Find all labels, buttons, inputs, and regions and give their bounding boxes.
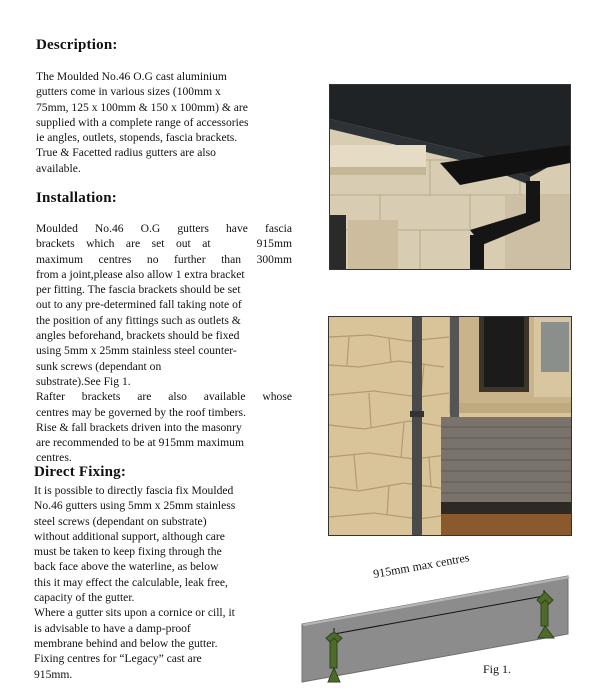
direct-fixing-text <box>34 483 296 682</box>
installation-line: substrate).See Fig 1. <box>36 374 131 388</box>
description-line: supplied with a complete range of accessories <box>36 115 249 129</box>
installation-line: are recommended to be at 915mm maximum <box>36 436 244 450</box>
downpipe-wall-illustration <box>329 317 571 535</box>
gutter-eaves-illustration <box>330 85 570 269</box>
installation-line: per fitting. The fascia brackets should be set <box>36 283 241 297</box>
gutter-eaves-photo <box>329 84 571 270</box>
installation-line: out to any pre-determined fall taking note of <box>36 298 242 312</box>
fascia-bracket-diagram <box>296 548 586 688</box>
direct-fixing-line: back face above the waterline, as below <box>34 560 219 574</box>
downpipe-wall-photo <box>328 316 572 536</box>
installation-line: angles beforehand, brackets should be fixed <box>36 329 240 343</box>
installation-text <box>36 221 292 466</box>
figure-caption: Fig 1. <box>483 662 512 676</box>
direct-fixing-line: No.46 gutters using 5mm x 25mm stainless <box>34 499 236 513</box>
dimension-label: 915mm max centres <box>372 550 471 581</box>
direct-fixing-line: 915mm. <box>34 667 73 681</box>
installation-heading: Installation: <box>36 190 117 206</box>
installation-line: Rafter brackets are also available whose <box>36 390 292 404</box>
direct-fixing-line: without additional support, although care <box>34 529 225 543</box>
description-line: 75mm, 125 x 100mm & 150 x 100mm) & are <box>36 100 248 114</box>
direct-fixing-line: Where a gutter sits upon a cornice or cill, it <box>34 606 235 620</box>
fascia-board <box>302 576 568 682</box>
direct-fixing-heading: Direct Fixing: <box>34 464 127 480</box>
direct-fixing-line: must be taken to keep fixing through the <box>34 545 222 559</box>
direct-fixing-line: this it may effect the calculable, leak free, <box>34 575 228 589</box>
installation-line: Rise & fall brackets driven into the masonry <box>36 420 242 434</box>
description-text <box>36 69 298 176</box>
description-line: The Moulded No.46 O.G cast aluminium <box>36 70 227 83</box>
direct-fixing-line: membrane behind and below the gutter. <box>34 636 218 650</box>
installation-line: brackets which are set out at 915mm <box>36 237 292 251</box>
direct-fixing-line: steel screws (dependant on substrate) <box>34 514 207 528</box>
installation-line: using 5mm x 25mm stainless steel counter- <box>36 344 237 358</box>
direct-fixing-line: Fixing centres for “Legacy” cast are <box>34 652 202 666</box>
installation-line: sunk screws (dependant on <box>36 359 162 373</box>
description-line: gutters come in various sizes (100mm x <box>36 85 221 99</box>
installation-line: Moulded No.46 O.G gutters have fascia <box>36 222 292 235</box>
description-line: ie angles, outlets, stopends, fascia brackets. <box>36 131 238 145</box>
direct-fixing-line: It is possible to directly fascia fix Moulded <box>34 484 234 497</box>
direct-fixing-line: capacity of the gutter. <box>34 591 135 605</box>
installation-line: maximum centres no further than 300mm <box>36 252 292 266</box>
installation-line: from a joint,please also allow 1 extra bracket <box>36 267 245 281</box>
description-line: available. <box>36 161 81 175</box>
installation-line: centres may be governed by the roof timbers. <box>36 405 246 419</box>
installation-line: the position of any fittings such as outlets & <box>36 313 241 327</box>
description-heading: Description: <box>36 37 118 53</box>
direct-fixing-line: is advisable to have a damp-proof <box>34 621 191 635</box>
installation-line: centres. <box>36 451 72 465</box>
description-line: True & Facetted radius gutters are also <box>36 146 216 160</box>
